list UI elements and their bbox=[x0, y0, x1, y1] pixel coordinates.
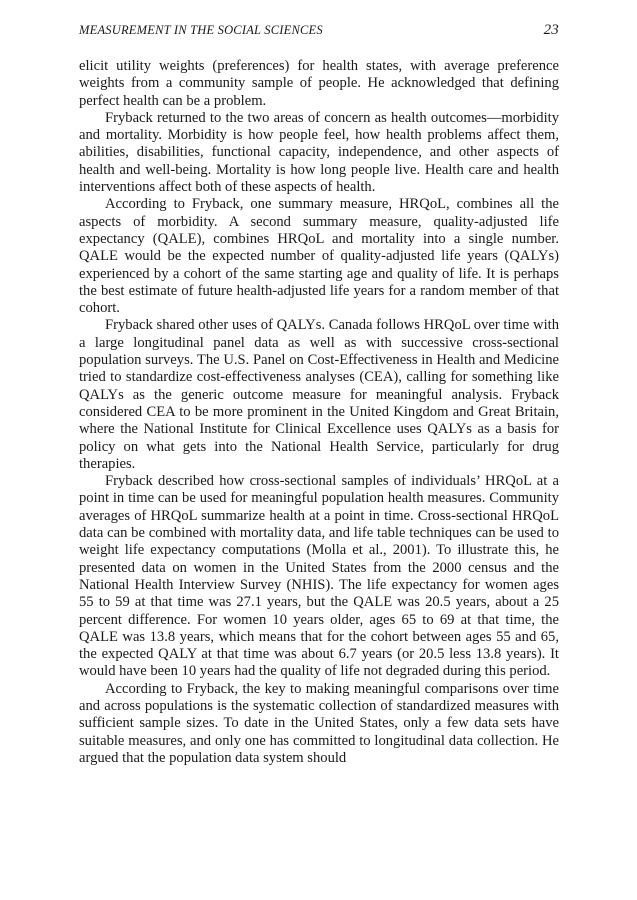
page-number: 23 bbox=[543, 22, 559, 38]
paragraph-continued: elicit utility weights (preferences) for health states, with average preference weights from a community sample of people. He acknowledged that defining perfect health can be a problem. bbox=[79, 58, 559, 109]
paragraph: Fryback returned to the two areas of concern as health outcomes—morbidity and mortality. Morbidity is how people feel, how health problems affect them, abilities, disabilities, functional capacity, independence, and other aspects of health and well-being. Mortality is how long people live. Health care and health interventions affect both of these aspects of health. bbox=[79, 109, 559, 196]
paragraph: Fryback described how cross-sectional samples of individuals’ HRQoL at a point in time can be used for meaningful population health measures. Community averages of HRQoL summarize health at a point in time. Cross-sectional HRQoL data can be combined with mortality data, and life table techniques can be used to weight life expectancy computations (Molla et al., 2001). To illustrate this, he presented data on women in the United States from the 2000 census and the National Health Interview Survey (NHIS). The life expectancy for women ages 55 to 59 at that time was 27.1 years, but the QALE was 20.5 years, about a 25 percent difference. For women 10 years older, ages 65 to 69 at that time, the QALE was 13.8 years, which means that for the cohort between ages 55 and 65, the expected QALY at that time was about 6.7 years (or 20.5 less 13.8 years). It would have been 10 years had the quality of life not degraded during this period. bbox=[79, 473, 559, 680]
document-page bbox=[79, 22, 559, 767]
paragraph: Fryback shared other uses of QALYs. Canada follows HRQoL over time with a large longitudinal panel data as well as with successive cross-sectional population surveys. The U.S. Panel on Cost-Effectiveness in Health and Medicine tried to standardize cost-effectiveness analyses (CEA), calling for something like QALYs as the generic outcome measure for meaningful analysis. Fryback considered CEA to be more prominent in the United Kingdom and Great Britain, where the National Institute for Clinical Excellence uses QALYs as a basis for policy on what gets into the National Health Service, particularly for drug therapies. bbox=[79, 317, 559, 472]
paragraph: According to Fryback, the key to making meaningful comparisons over time and across populations is the systematic collection of standardized measures with sufficient sample sizes. To date in the United States, only a few data sets have suitable measures, and only one has committed to longitudinal data collection. He argued that the population data system should bbox=[79, 680, 559, 766]
running-header bbox=[79, 22, 559, 52]
running-title: MEASUREMENT IN THE SOCIAL SCIENCES bbox=[79, 23, 323, 37]
body-text bbox=[79, 58, 559, 767]
paragraph: According to Fryback, one summary measure, HRQoL, combines all the aspects of morbidity. A second summary measure, quality-adjusted life expectancy (QALE), combines HRQoL and mortality into a single number. QALE would be the expected number of quality-adjusted life years (QALYs) experienced by a cohort of the same starting age and quality of life. It is perhaps the best estimate of future health-adjusted life years for a random member of that cohort. bbox=[79, 196, 559, 317]
